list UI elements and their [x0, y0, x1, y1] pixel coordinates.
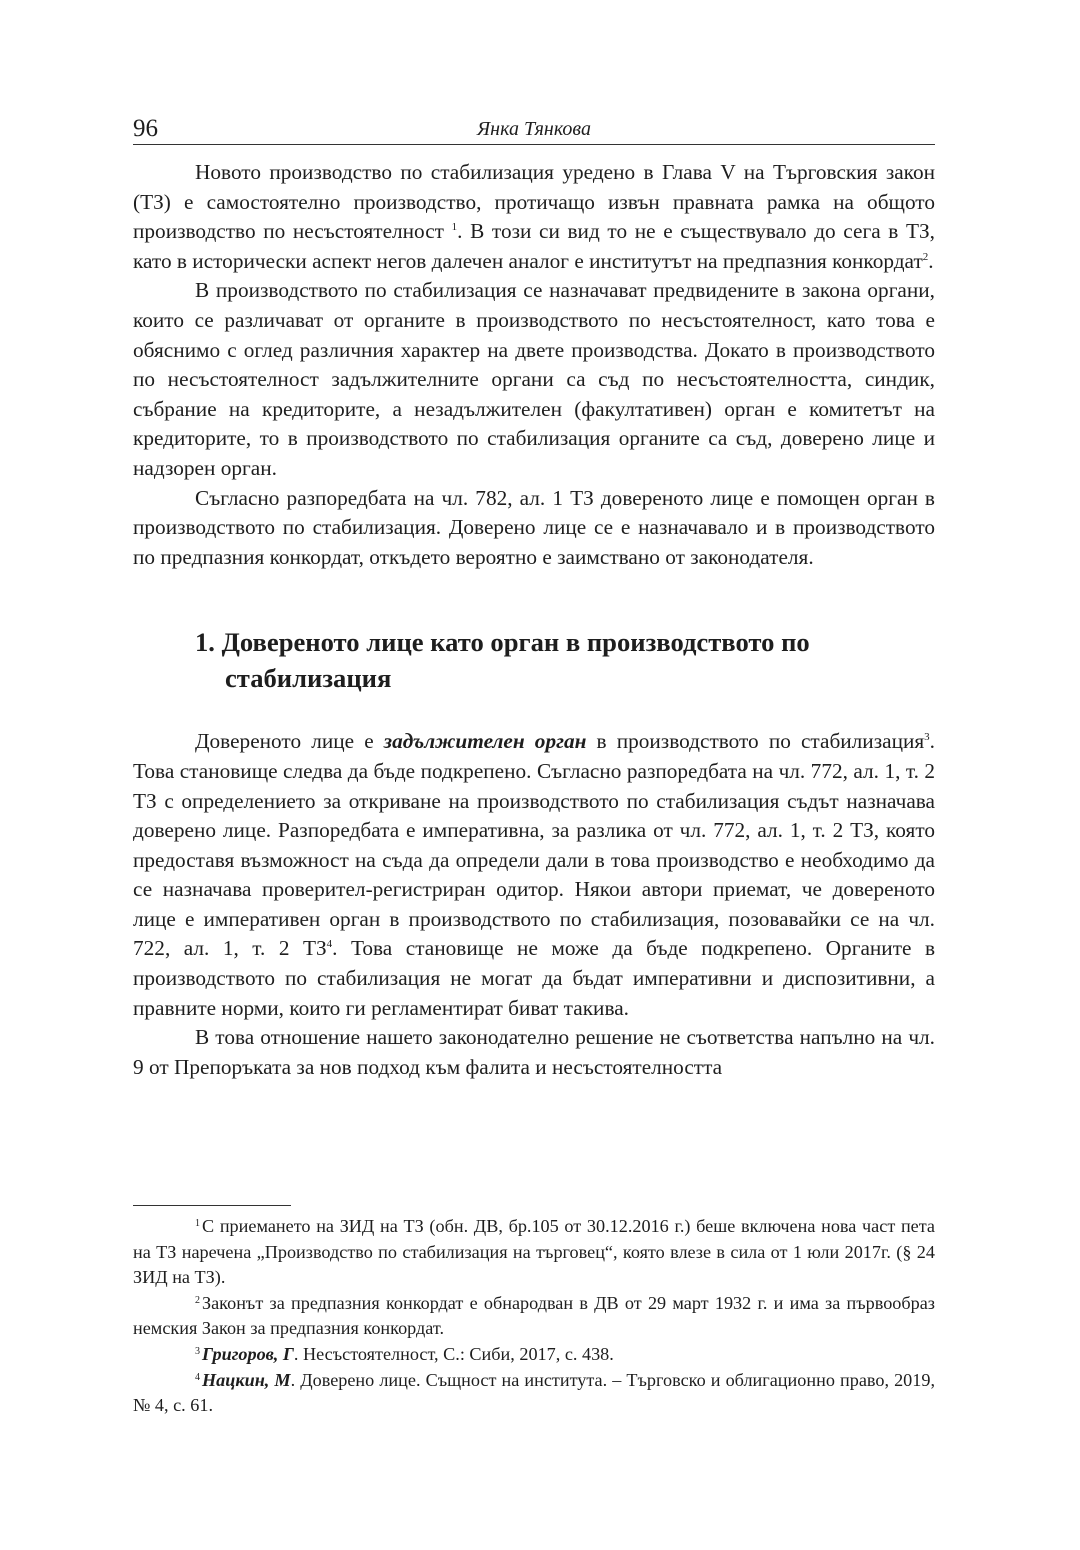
running-head-author: Янка Тянкова	[477, 118, 591, 140]
footnote-author: Григоров, Г	[202, 1343, 294, 1364]
footnote-3: $^3$ Григоров, Г. Несъстоятелност, С.: Сиби, 2017, с. 438.	[195, 1343, 614, 1364]
page-header	[133, 112, 935, 145]
footnote-author: Нацкин, М	[202, 1369, 291, 1390]
paragraph-5: В това отношение нашето законодателно решение не съответства напълно на чл. 9 от Препоръката за нов подход към фалита и несъстоятелността	[133, 1025, 935, 1079]
footnote-ref-4[interactable]: 4	[326, 938, 333, 951]
section-heading: 1. Довереното лице като орган в производството по стабилизация	[195, 627, 810, 694]
paragraph-2: В производството по стабилизация се назначават предвидените в закона органи, които се различават от органите в производството по несъстоятелност, като това е обяснимо с оглед различния характер на двете производства. Докато в производството по несъстоятелност задължителните органи са съд по несъстоятелността, синдик, събрание на кредиторите, а незадължителен (факултативен) орган е комитетът на кредиторите, то в производството по стабилизация органите са съд, доверено лице и надзорен орган.	[133, 278, 935, 480]
footnote-2: $^2$ Законът за предпазния конкордат е обнародван в ДВ от 29 март 1932 г. и има за първообраз немския Закон за предпазния конкордат.	[133, 1292, 935, 1339]
footnote-ref-1[interactable]: 1	[451, 221, 458, 234]
document-page	[133, 112, 935, 1082]
footnote-1: $^1$ С приемането на ЗИД на ТЗ (обн. ДВ, бр.105 от 30.12.2016 г.) беше включена нова част пета на ТЗ наречена „Производство по стабилизация на търговец“, която влезе в сила от 1 юли 2017г. (§ 24 ЗИД на ТЗ).	[133, 1216, 935, 1288]
paragraph-3: Съгласно разпоредбата на чл. 782, ал. 1 ТЗ довереното лице е помощен орган в производството по стабилизация. Доверено лице се е назначавало и в производството по предпазния конкордат, откъдето вероятно е заимствано от законодателя.	[133, 485, 935, 569]
footnotes	[133, 1214, 935, 1419]
body-text	[133, 158, 935, 1082]
footnote-ref-3[interactable]: 3	[924, 731, 930, 744]
footnote-divider	[133, 1205, 291, 1206]
emphasis-text: задължителен орган	[383, 729, 587, 754]
paragraph-4: Довереното лице е задължителен орган в производството по стабилизация$^3$. Това становище следва да бъде подкрепено. Съгласно разпоредбата на чл. 772, ал. 1, т. 2 ТЗ с определението за откриване на производството по стабилизация съдът назначава доверено лице. Разпоредбата е императивна, за разлика от чл. 772, ал. 1, т. 2 ТЗ, която предоставя възможност на съда да определи дали в това производство е необходимо да се назначава проверител-регистриран одитор. Някои автори приемат, че довереното лице е императивен орган в производството по стабилизация, позовавайки се на чл. 722, ал. 1, т. 2 $ТЗ^4$. Това становище не може да бъде подкрепено. Органите в производството по стабилизация не могат да бъдат императивни и диспозитивни, а правните норми, които ги регламентират биват такива.	[133, 729, 935, 1020]
footnote-ref-2[interactable]: 2	[922, 250, 929, 263]
footnote-4: $^4$ Нацкин, М. Доверено лице. Същност на института. – Търговско и облигационно право, 2019, № 4, с. 61.	[133, 1369, 935, 1416]
paragraph-1: Новото производство по стабилизация уредено в Глава V на Търговския закон (ТЗ) е самостоятелно производство, протичащо извън правната рамка на общото производство по несъстоятелност $^1$. В този си вид то не е съществувало до сега в ТЗ, като в исторически аспект негов далечен аналог е институтът на предпазния конкордат$^2$.	[133, 160, 935, 273]
page-number: 96	[133, 115, 158, 142]
